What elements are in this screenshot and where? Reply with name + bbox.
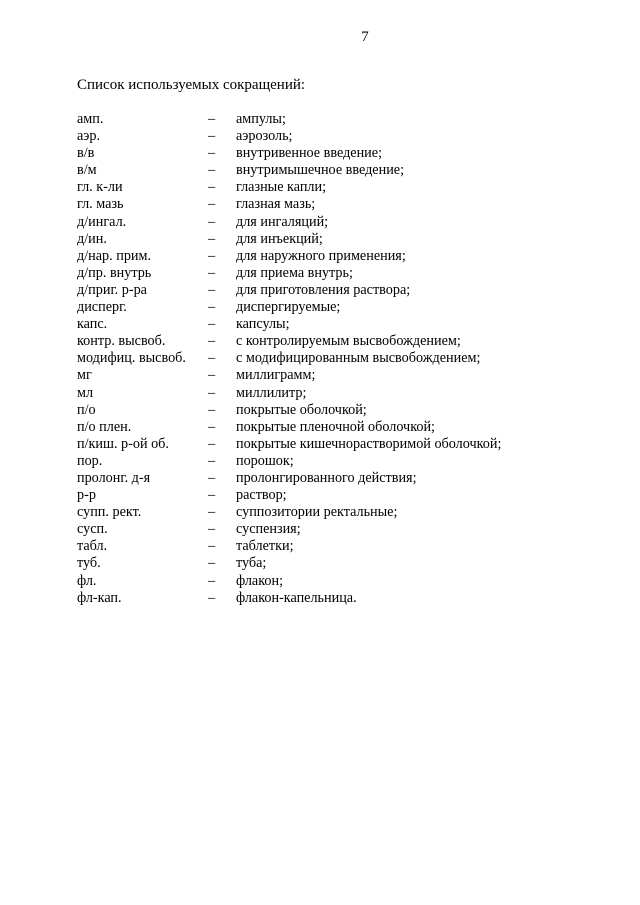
abbreviation-row bbox=[0, 367, 640, 384]
abbreviation-meaning: суппозитории ректальные; bbox=[236, 504, 398, 521]
abbreviation-dash: – bbox=[208, 230, 216, 247]
abbreviation-dash: – bbox=[208, 469, 216, 486]
abbreviation-dash: – bbox=[208, 264, 216, 281]
abbreviation-meaning: ампулы; bbox=[236, 111, 286, 127]
abbreviation-term: туб. bbox=[77, 555, 101, 572]
abbreviation-row bbox=[0, 162, 640, 179]
abbreviation-meaning: для наружного применения; bbox=[236, 247, 406, 264]
abbreviation-term: п/о плен. bbox=[77, 418, 132, 435]
abbreviation-meaning: аэрозоль; bbox=[236, 128, 293, 145]
abbreviation-row bbox=[0, 504, 640, 521]
abbreviation-term: д/ингал. bbox=[77, 213, 127, 230]
abbreviation-row bbox=[0, 350, 640, 367]
abbreviation-term: пор. bbox=[77, 452, 103, 469]
abbreviation-row bbox=[0, 231, 640, 248]
abbreviation-term: д/приг. р-ра bbox=[77, 281, 147, 298]
abbreviation-dash: – bbox=[208, 128, 216, 145]
abbreviation-term: фл. bbox=[77, 572, 97, 589]
abbreviation-dash: – bbox=[208, 196, 216, 213]
abbreviation-term: в/м bbox=[77, 162, 97, 179]
abbreviation-meaning: глазные капли; bbox=[236, 179, 327, 196]
abbreviation-row bbox=[0, 265, 640, 282]
abbreviation-row bbox=[0, 402, 640, 419]
abbreviation-meaning: капсулы; bbox=[236, 316, 290, 333]
abbreviation-meaning: флакон-капельница. bbox=[236, 589, 357, 606]
abbreviation-row bbox=[0, 316, 640, 333]
abbreviation-dash: – bbox=[208, 572, 216, 589]
abbreviation-row bbox=[0, 521, 640, 538]
abbreviation-dash: – bbox=[208, 333, 216, 350]
abbreviation-dash: – bbox=[208, 316, 216, 333]
abbreviation-row bbox=[0, 128, 640, 145]
abbreviation-term: гл. мазь bbox=[77, 196, 124, 213]
abbreviation-meaning: внутримышечное введение; bbox=[236, 162, 405, 179]
abbreviation-row bbox=[0, 214, 640, 231]
abbreviation-row bbox=[0, 179, 640, 196]
abbreviation-row bbox=[0, 111, 640, 128]
abbreviation-term: модифиц. высвоб. bbox=[77, 350, 186, 367]
abbreviation-dash: – bbox=[208, 418, 216, 435]
abbreviation-term: аэр. bbox=[77, 128, 101, 145]
abbreviation-dash: – bbox=[208, 299, 216, 316]
abbreviation-dash: – bbox=[208, 401, 216, 418]
abbreviation-meaning: для приема внутрь; bbox=[236, 264, 353, 281]
abbreviation-dash: – bbox=[208, 487, 216, 504]
abbreviation-row bbox=[0, 299, 640, 316]
abbreviation-row bbox=[0, 470, 640, 487]
abbreviation-list bbox=[0, 111, 640, 607]
abbreviation-term: супп. рект. bbox=[77, 504, 142, 521]
abbreviation-row bbox=[0, 282, 640, 299]
abbreviation-dash: – bbox=[208, 162, 216, 179]
abbreviation-dash: – bbox=[208, 555, 216, 572]
abbreviation-row bbox=[0, 436, 640, 453]
abbreviation-dash: – bbox=[208, 213, 216, 230]
abbreviation-meaning: с контролируемым высвобождением; bbox=[236, 333, 461, 350]
abbreviation-dash: – bbox=[208, 367, 216, 384]
abbreviation-meaning: миллилитр; bbox=[236, 384, 307, 401]
abbreviation-term: п/о bbox=[77, 401, 96, 418]
abbreviation-meaning: порошок; bbox=[236, 452, 294, 469]
abbreviation-dash: – bbox=[208, 281, 216, 298]
abbreviation-term: гл. к-ли bbox=[77, 179, 123, 196]
abbreviation-term: мл bbox=[77, 384, 94, 401]
abbreviation-dash: – bbox=[208, 521, 216, 538]
abbreviation-meaning: покрытые оболочкой; bbox=[236, 401, 367, 418]
abbreviation-term: п/киш. р-ой об. bbox=[77, 435, 169, 452]
abbreviation-meaning: пролонгированного действия; bbox=[236, 469, 417, 486]
abbreviation-term: дисперг. bbox=[77, 299, 127, 316]
abbreviation-meaning: глазная мазь; bbox=[236, 196, 316, 213]
abbreviation-dash: – bbox=[208, 452, 216, 469]
abbreviation-term: контр. высвоб. bbox=[77, 333, 166, 350]
abbreviation-term: р-р bbox=[77, 487, 96, 504]
abbreviation-term: сусп. bbox=[77, 521, 108, 538]
page-heading: Список используемых сокращений: bbox=[77, 77, 306, 93]
abbreviation-meaning: для ингаляций; bbox=[236, 213, 329, 230]
abbreviation-meaning: для инъекций; bbox=[236, 230, 323, 247]
abbreviation-dash: – bbox=[208, 111, 216, 127]
abbreviation-row bbox=[0, 248, 640, 265]
abbreviation-row bbox=[0, 196, 640, 213]
abbreviation-meaning: миллиграмм; bbox=[236, 367, 316, 384]
abbreviation-row bbox=[0, 538, 640, 555]
abbreviation-meaning: раствор; bbox=[236, 487, 287, 504]
abbreviation-term: пролонг. д-я bbox=[77, 469, 151, 486]
abbreviation-term: д/ин. bbox=[77, 230, 107, 247]
abbreviation-meaning: флакон; bbox=[236, 572, 284, 589]
abbreviation-meaning: туба; bbox=[236, 555, 267, 572]
abbreviation-meaning: внутривенное введение; bbox=[236, 145, 383, 162]
abbreviation-term: в/в bbox=[77, 145, 95, 162]
abbreviation-row bbox=[0, 590, 640, 607]
abbreviation-term: мг bbox=[77, 367, 92, 384]
abbreviation-term: д/нар. прим. bbox=[77, 247, 152, 264]
abbreviation-dash: – bbox=[208, 179, 216, 196]
abbreviation-meaning: для приготовления раствора; bbox=[236, 281, 411, 298]
abbreviation-meaning: покрытые пленочной оболочкой; bbox=[236, 418, 435, 435]
abbreviation-row bbox=[0, 145, 640, 162]
abbreviation-term: фл-кап. bbox=[77, 589, 122, 606]
abbreviation-meaning: покрытые кишечнорастворимой оболочкой; bbox=[236, 435, 502, 452]
abbreviation-dash: – bbox=[208, 145, 216, 162]
abbreviation-term: табл. bbox=[77, 538, 108, 555]
abbreviation-row bbox=[0, 487, 640, 504]
abbreviation-term: капс. bbox=[77, 316, 108, 333]
abbreviation-meaning: с модифицированным высвобождением; bbox=[236, 350, 481, 367]
abbreviation-row bbox=[0, 419, 640, 436]
abbreviation-meaning: диспергируемые; bbox=[236, 299, 341, 316]
abbreviation-dash: – bbox=[208, 247, 216, 264]
abbreviation-row bbox=[0, 385, 640, 402]
abbreviation-dash: – bbox=[208, 589, 216, 606]
page-number: 7 bbox=[361, 29, 369, 45]
abbreviation-term: амп. bbox=[77, 111, 104, 127]
abbreviation-dash: – bbox=[208, 435, 216, 452]
abbreviation-term: д/пр. внутрь bbox=[77, 264, 152, 281]
abbreviation-meaning: таблетки; bbox=[236, 538, 294, 555]
abbreviation-row bbox=[0, 333, 640, 350]
abbreviation-dash: – bbox=[208, 504, 216, 521]
abbreviation-meaning: суспензия; bbox=[236, 521, 301, 538]
abbreviation-row bbox=[0, 573, 640, 590]
abbreviation-dash: – bbox=[208, 384, 216, 401]
abbreviation-row bbox=[0, 555, 640, 572]
abbreviation-dash: – bbox=[208, 350, 216, 367]
abbreviation-dash: – bbox=[208, 538, 216, 555]
abbreviation-row bbox=[0, 453, 640, 470]
